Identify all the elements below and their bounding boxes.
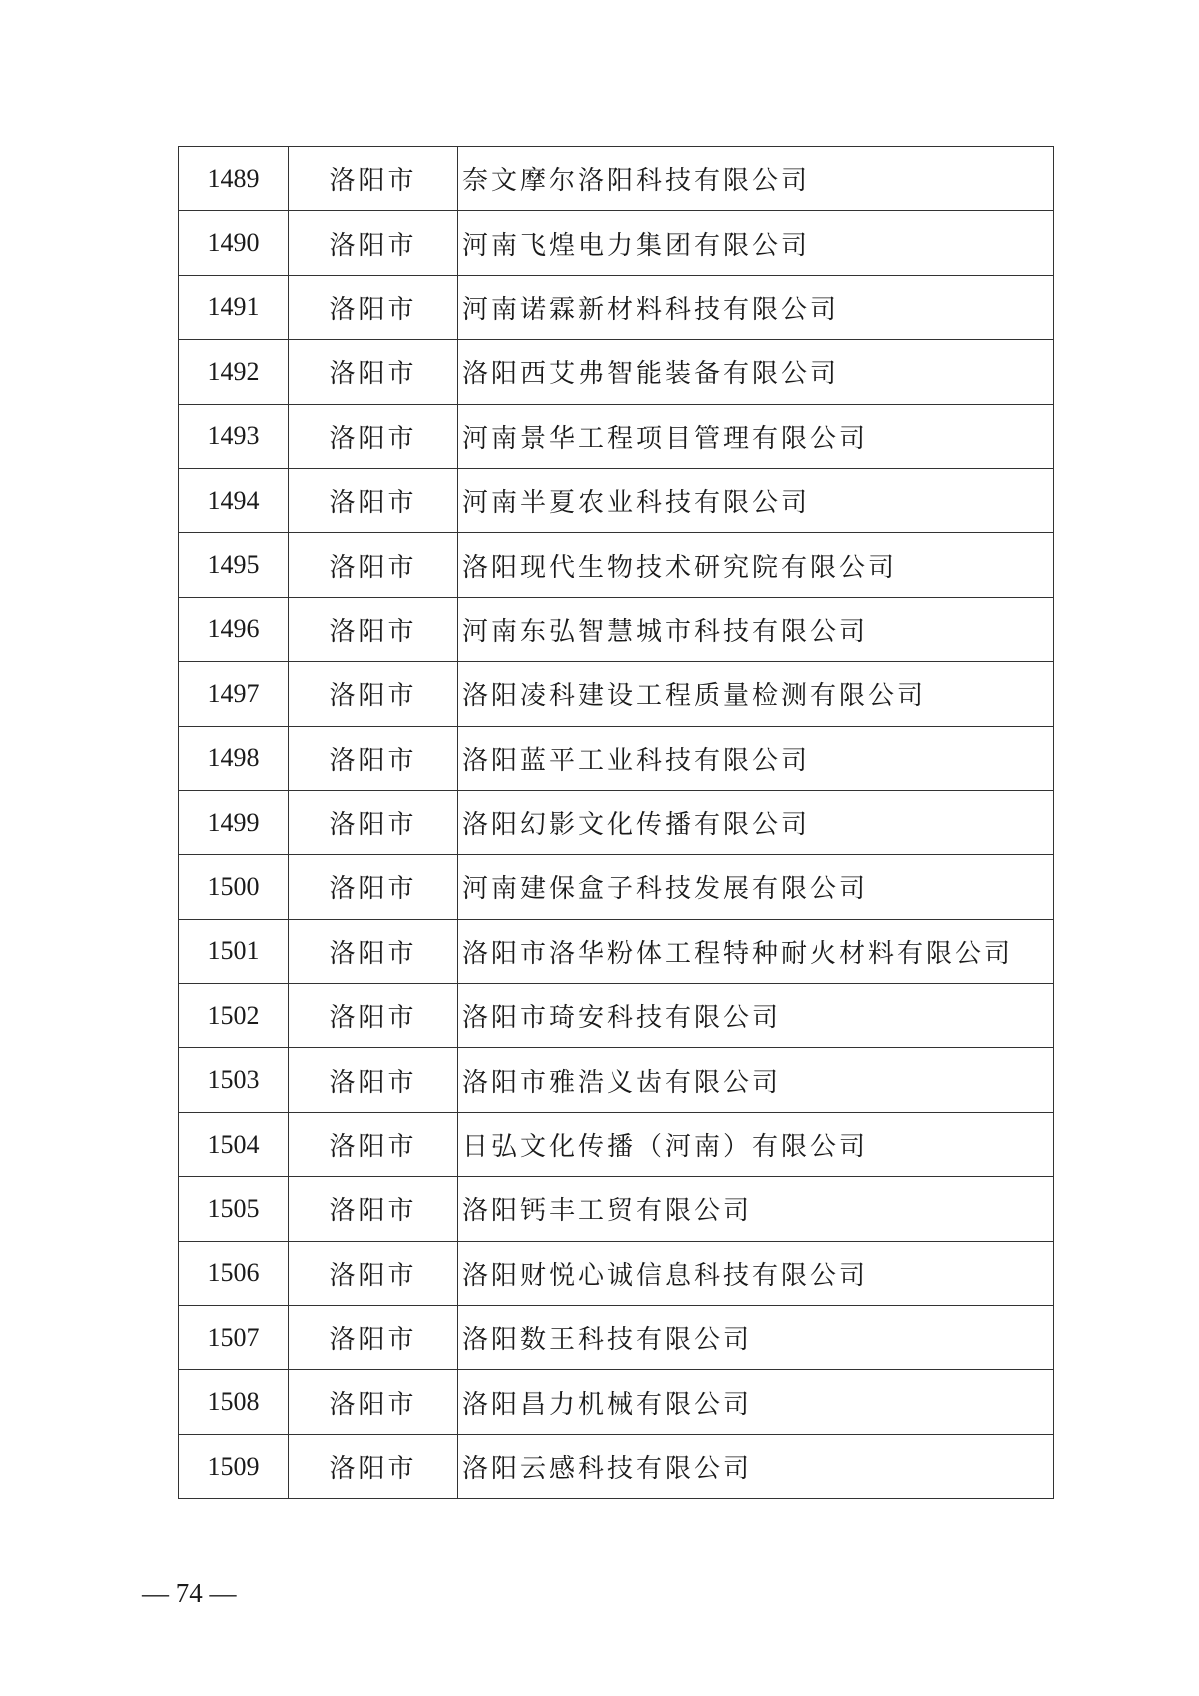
- row-city: 洛阳市: [289, 1306, 458, 1370]
- row-company-name: 洛阳蓝平工业科技有限公司: [458, 726, 1054, 790]
- table-row: [179, 662, 1054, 726]
- table-row: [179, 919, 1054, 983]
- row-city: 洛阳市: [289, 1112, 458, 1176]
- row-number: 1504: [179, 1112, 289, 1176]
- row-city: 洛阳市: [289, 984, 458, 1048]
- row-city: 洛阳市: [289, 211, 458, 275]
- table-row: [179, 790, 1054, 854]
- row-number: 1509: [179, 1434, 289, 1498]
- row-city: 洛阳市: [289, 597, 458, 661]
- table-row: [179, 1048, 1054, 1112]
- row-city: 洛阳市: [289, 855, 458, 919]
- table-row: [179, 726, 1054, 790]
- page-number: — 74 —: [142, 1578, 237, 1608]
- row-company-name: 洛阳凌科建设工程质量检测有限公司: [458, 662, 1054, 726]
- table-row: [179, 1177, 1054, 1241]
- table-row: [179, 533, 1054, 597]
- row-company-name: 洛阳财悦心诚信息科技有限公司: [458, 1241, 1054, 1305]
- row-city: 洛阳市: [289, 340, 458, 404]
- table-row: [179, 597, 1054, 661]
- row-number: 1492: [179, 340, 289, 404]
- row-number: 1496: [179, 597, 289, 661]
- row-number: 1500: [179, 855, 289, 919]
- row-number: 1490: [179, 211, 289, 275]
- row-company-name: 河南诺霖新材料科技有限公司: [458, 275, 1054, 339]
- table-row: [179, 1112, 1054, 1176]
- row-company-name: 河南飞煌电力集团有限公司: [458, 211, 1054, 275]
- row-company-name: 洛阳钙丰工贸有限公司: [458, 1177, 1054, 1241]
- row-number: 1501: [179, 919, 289, 983]
- row-company-name: 洛阳数王科技有限公司: [458, 1306, 1054, 1370]
- row-city: 洛阳市: [289, 404, 458, 468]
- row-number: 1491: [179, 275, 289, 339]
- row-city: 洛阳市: [289, 662, 458, 726]
- row-company-name: 洛阳市琦安科技有限公司: [458, 984, 1054, 1048]
- row-number: 1495: [179, 533, 289, 597]
- table-row: [179, 1241, 1054, 1305]
- row-company-name: 奈文摩尔洛阳科技有限公司: [458, 147, 1054, 211]
- row-city: 洛阳市: [289, 147, 458, 211]
- company-table: [178, 146, 1054, 1499]
- row-city: 洛阳市: [289, 1241, 458, 1305]
- row-city: 洛阳市: [289, 468, 458, 532]
- row-city: 洛阳市: [289, 1370, 458, 1434]
- row-number: 1489: [179, 147, 289, 211]
- row-company-name: 河南景华工程项目管理有限公司: [458, 404, 1054, 468]
- table-row: [179, 468, 1054, 532]
- row-city: 洛阳市: [289, 275, 458, 339]
- table-row: [179, 340, 1054, 404]
- row-company-name: 洛阳幻影文化传播有限公司: [458, 790, 1054, 854]
- row-company-name: 洛阳市雅浩义齿有限公司: [458, 1048, 1054, 1112]
- table-row: [179, 1370, 1054, 1434]
- row-number: 1499: [179, 790, 289, 854]
- row-company-name: 洛阳市洛华粉体工程特种耐火材料有限公司: [458, 919, 1054, 983]
- row-number: 1505: [179, 1177, 289, 1241]
- row-city: 洛阳市: [289, 919, 458, 983]
- table-row: [179, 984, 1054, 1048]
- table-row: [179, 1306, 1054, 1370]
- row-company-name: 河南半夏农业科技有限公司: [458, 468, 1054, 532]
- table-row: [179, 855, 1054, 919]
- row-number: 1506: [179, 1241, 289, 1305]
- table-row: [179, 275, 1054, 339]
- row-company-name: 河南建保盒子科技发展有限公司: [458, 855, 1054, 919]
- row-city: 洛阳市: [289, 790, 458, 854]
- table-row: [179, 211, 1054, 275]
- table-row: [179, 404, 1054, 468]
- row-number: 1494: [179, 468, 289, 532]
- row-city: 洛阳市: [289, 533, 458, 597]
- row-company-name: 河南东弘智慧城市科技有限公司: [458, 597, 1054, 661]
- row-city: 洛阳市: [289, 1434, 458, 1498]
- table-row: [179, 1434, 1054, 1498]
- row-city: 洛阳市: [289, 1177, 458, 1241]
- row-company-name: 洛阳昌力机械有限公司: [458, 1370, 1054, 1434]
- row-number: 1503: [179, 1048, 289, 1112]
- row-city: 洛阳市: [289, 726, 458, 790]
- row-city: 洛阳市: [289, 1048, 458, 1112]
- row-number: 1502: [179, 984, 289, 1048]
- row-number: 1507: [179, 1306, 289, 1370]
- row-number: 1493: [179, 404, 289, 468]
- table-row: [179, 147, 1054, 211]
- row-company-name: 日弘文化传播（河南）有限公司: [458, 1112, 1054, 1176]
- row-number: 1508: [179, 1370, 289, 1434]
- row-number: 1497: [179, 662, 289, 726]
- row-number: 1498: [179, 726, 289, 790]
- row-company-name: 洛阳现代生物技术研究院有限公司: [458, 533, 1054, 597]
- row-company-name: 洛阳西艾弗智能装备有限公司: [458, 340, 1054, 404]
- row-company-name: 洛阳云感科技有限公司: [458, 1434, 1054, 1498]
